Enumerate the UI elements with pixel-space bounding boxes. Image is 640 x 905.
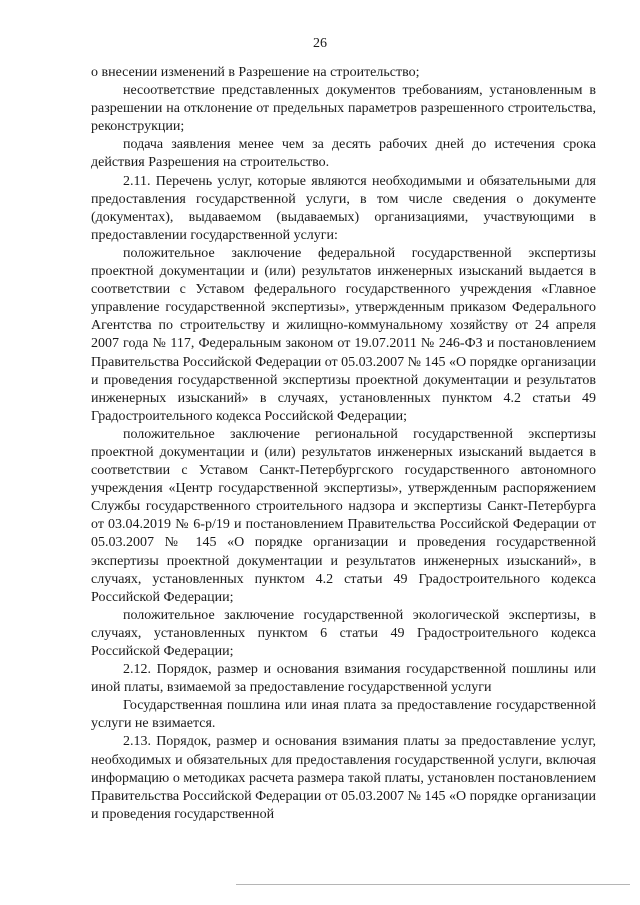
paragraph: 2.12. Порядок, размер и основания взимания государственной пошлины или иной платы, взимаемой за предоставление государственной услуги [91,662,596,696]
paragraph: Государственная пошлина или иная плата за предоставление государственной услуги не взимается. [91,698,596,732]
page-number: 26 [313,36,327,51]
paragraph: о внесении изменений в Разрешение на строительство; [91,65,420,80]
paragraph: 2.11. Перечень услуг, которые являются необходимыми и обязательными для предоставления государственной услуги, в том числе сведения о документе (документах), выдаваемом (выдаваемых) организациями, участвующими в предоставлении государственной услуги: [91,173,596,243]
paragraph: положительное заключение региональной государственной экспертизы проектной документации и (или) результатов инженерных изысканий выдается в соответствии с Уставом Санкт-Петербургского государственного автономного учреждения «Центр государственной экспертизы», утвержденным распоряжением Службы государственного строительного надзора и экспертизы Санкт-Петербурга от 03.04.2019 № 6-р/19 и постановлением Правительства Российской Федерации от 05.03.2007 № 145 «О порядке организации и проведения государственной экспертизы проектной документации и результатов инженерных изысканий», в случаях, установленных пунктом 4.2 статьи 49 Градостроительного кодекса Российской Федерации; [91,426,596,605]
paragraph: несоответствие представленных документов требованиям, установленным в разрешении на отклонение от предельных параметров разрешенного строительства, реконструкции; [91,83,596,135]
paragraph: подача заявления менее чем за десять рабочих дней до истечения срока действия Разрешения на строительство. [91,137,596,171]
paragraph: 2.13. Порядок, размер и основания взимания платы за предоставление услуг, необходимых и обязательных для предоставления государственной услуги, включая информацию о методиках расчета размера такой платы, установлен постановлением Правительства Российской Федерации от 05.03.2007 № 145 «О порядке организации и проведения государственной [91,734,596,822]
paragraph: положительное заключение государственной экологической экспертизы, в случаях, установленных пунктом 6 статьи 49 Градостроительного кодекса Российской Федерации; [91,607,596,659]
bottom-divider [236,884,630,885]
document-body [91,64,596,824]
paragraph: положительное заключение федеральной государственной экспертизы проектной документации и (или) результатов инженерных изысканий выдается в соответствии с Уставом федерального государственного учреждения «Главное управление государственной экспертизы», утвержденным приказом Федерального Агентства по строительству и жилищно-коммунальному хозяйству от 24 апреля 2007 года № 117, Федеральным законом от 19.07.2011 № 246-ФЗ и постановлением Правительства Российской Федерации от 05.03.2007 № 145 «О порядке организации и проведения государственной экспертизы проектной документации и результатов инженерных изысканий» в случаях, установленных пунктом 4.2 статьи 49 Градостроительного кодекса Российской Федерации; [91,245,596,424]
